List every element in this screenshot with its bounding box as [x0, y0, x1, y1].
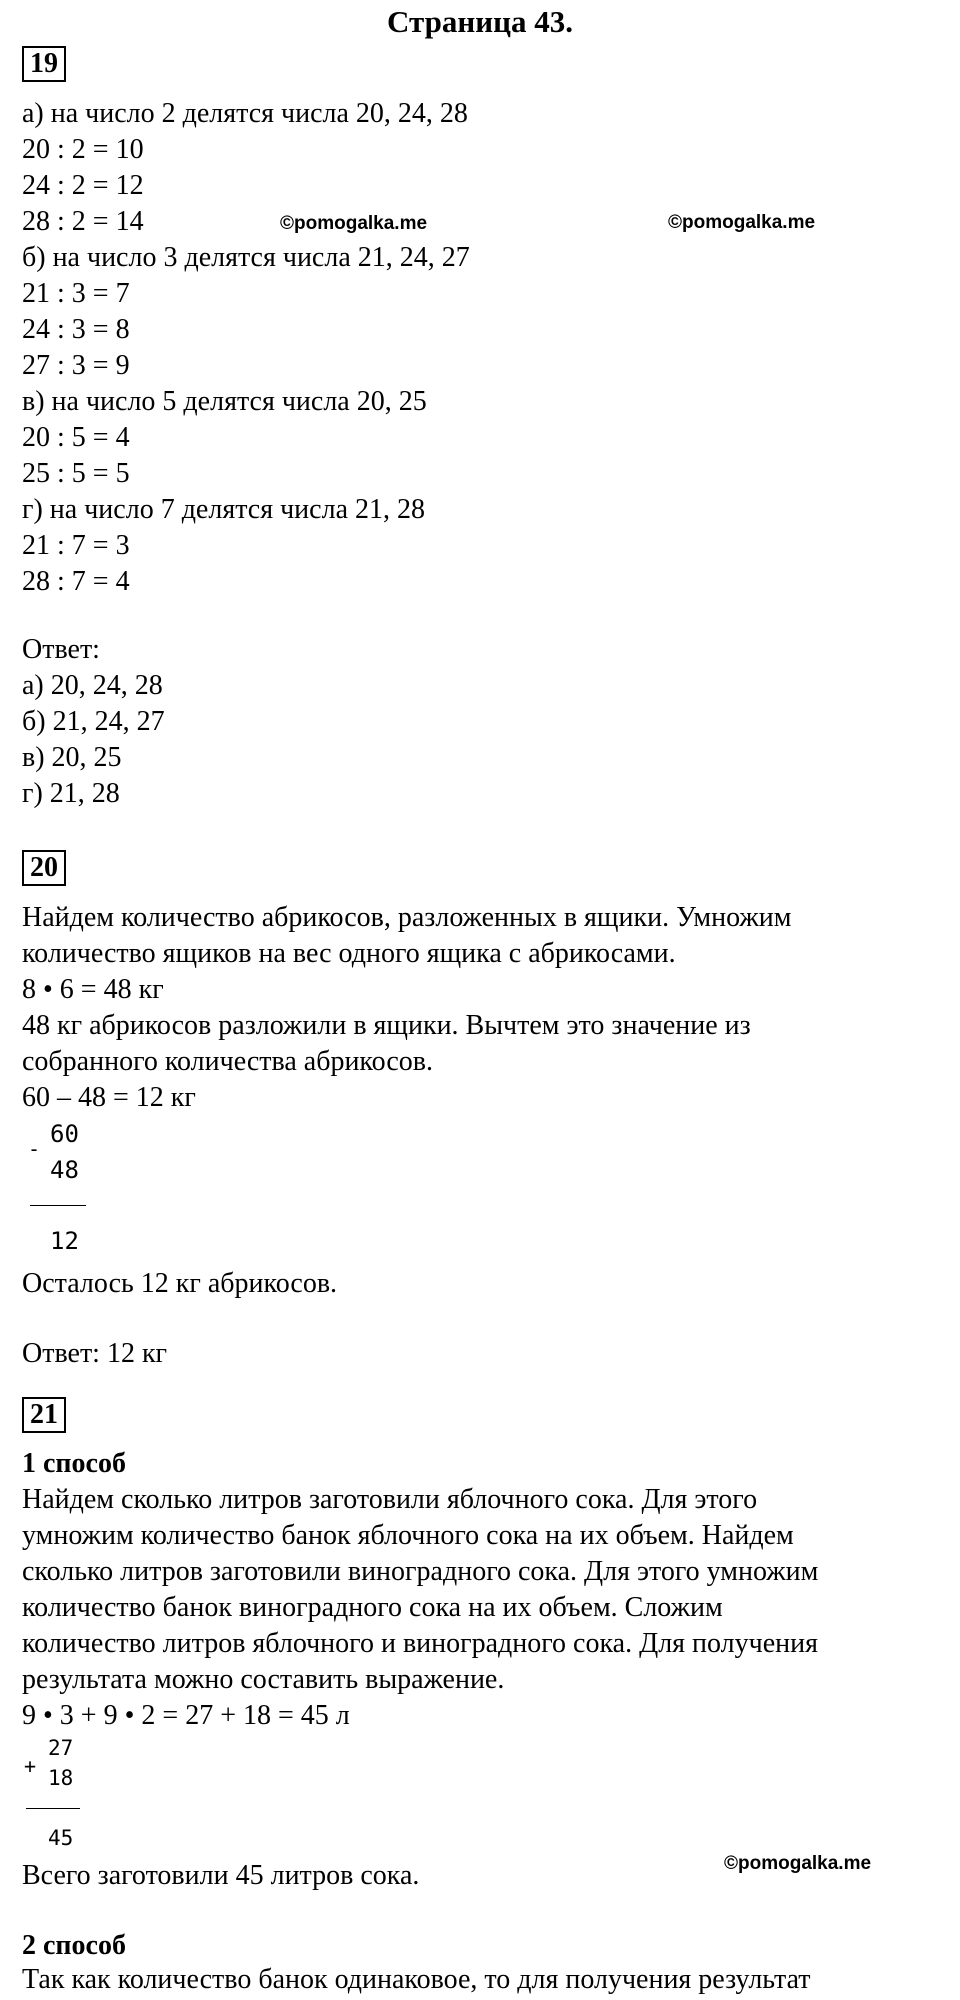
task-19-line: 25 : 5 = 5 [22, 458, 130, 489]
column-addition-bottom: 18 [48, 1766, 74, 1790]
task-21-line: умножим количество банок яблочного сока на их объем. Найдем [22, 1520, 794, 1551]
page-title: Страница 43. [387, 4, 573, 39]
task-19-line: 21 : 3 = 7 [22, 278, 130, 309]
task-21-number: 21 [22, 1397, 66, 1433]
column-subtraction-result: 12 [50, 1227, 79, 1255]
task-19-line: 27 : 3 = 9 [22, 350, 130, 381]
column-addition-result: 45 [48, 1826, 74, 1850]
task-20-line: Найдем количество абрикосов, разложенных в ящики. Умножим [22, 902, 792, 933]
task-21-line: Найдем сколько литров заготовили яблочного сока. Для этого [22, 1484, 758, 1515]
column-addition-line [26, 1808, 80, 1809]
task-19-line: 21 : 7 = 3 [22, 530, 130, 561]
column-subtraction-sign: - [28, 1137, 41, 1161]
column-subtraction-bottom: 48 [50, 1156, 79, 1184]
task-19-line: в) на число 5 делятся числа 20, 25 [22, 386, 427, 417]
task-19-answer: в) 20, 25 [22, 742, 122, 773]
task-19-answer: г) 21, 28 [22, 778, 120, 809]
task-19-answer-label: Ответ: [22, 634, 100, 665]
task-21-expression: 9 • 3 + 9 • 2 = 27 + 18 = 45 л [22, 1700, 350, 1731]
task-19-line: г) на число 7 делятся числа 21, 28 [22, 494, 425, 525]
watermark: ©pomogalka.me [724, 1853, 872, 1874]
watermark: ©pomogalka.me [280, 213, 428, 234]
task-19-line: а) на число 2 делятся числа 20, 24, 28 [22, 98, 468, 129]
task-21-conclusion: Всего заготовили 45 литров сока. [22, 1860, 420, 1891]
task-20-line: 48 кг абрикосов разложили в ящики. Вычтем это значение из [22, 1010, 751, 1041]
column-addition-top: 27 [48, 1736, 74, 1760]
task-19-line: 28 : 2 = 14 [22, 206, 144, 237]
task-19-answer: а) 20, 24, 28 [22, 670, 163, 701]
task-19-number: 19 [22, 46, 66, 82]
watermark: ©pomogalka.me [668, 212, 816, 233]
task-21-method1-title: 1 способ [22, 1448, 126, 1479]
column-subtraction-top: 60 [50, 1120, 79, 1148]
task-19-line: 20 : 2 = 10 [22, 134, 144, 165]
task-19-line: 20 : 5 = 4 [22, 422, 130, 453]
task-19-answer: б) 21, 24, 27 [22, 706, 165, 737]
column-addition-sign: + [24, 1754, 37, 1778]
task-19-line: 24 : 3 = 8 [22, 314, 130, 345]
task-20-conclusion: Осталось 12 кг абрикосов. [22, 1268, 338, 1299]
task-20-line: 60 – 48 = 12 кг [22, 1082, 196, 1113]
task-21-method2-line: Так как количество банок одинаковое, то для получения результат [22, 1964, 811, 1995]
task-21-method2-title: 2 способ [22, 1930, 126, 1961]
column-subtraction-line [30, 1205, 86, 1206]
task-21-line: результата можно составить выражение. [22, 1664, 505, 1695]
task-20-line: 8 • 6 = 48 кг [22, 974, 164, 1005]
task-21-line: сколько литров заготовили виноградного сока. Для этого умножим [22, 1556, 819, 1587]
task-21-line: количество банок виноградного сока на их объем. Сложим [22, 1592, 723, 1623]
task-19-line: 24 : 2 = 12 [22, 170, 144, 201]
task-19-line: 28 : 7 = 4 [22, 566, 130, 597]
task-21-line: количество литров яблочного и виноградного сока. Для получения [22, 1628, 818, 1659]
task-20-number: 20 [22, 850, 66, 886]
task-20-answer: Ответ: 12 кг [22, 1338, 168, 1369]
task-20-line: количество ящиков на вес одного ящика с абрикосами. [22, 938, 676, 969]
task-20-line: собранного количества абрикосов. [22, 1046, 433, 1077]
task-19-line: б) на число 3 делятся числа 21, 24, 27 [22, 242, 470, 273]
